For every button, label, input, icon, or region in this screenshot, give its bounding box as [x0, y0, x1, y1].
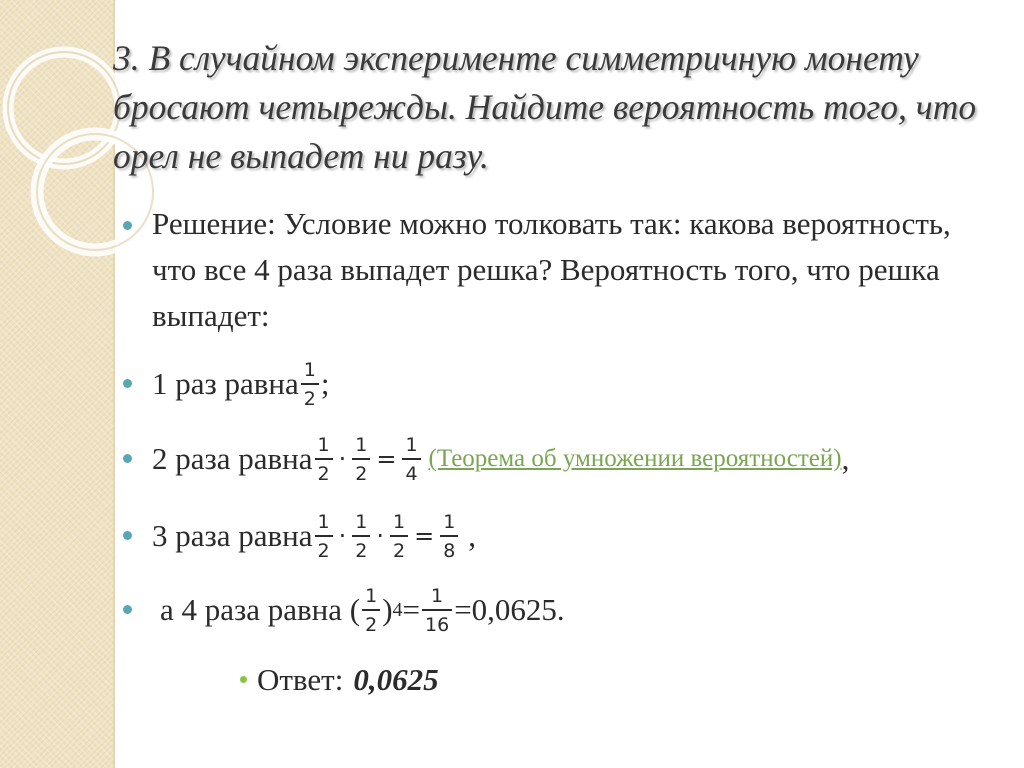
- equals-sign: =: [402, 592, 420, 627]
- line2-tail: ,: [841, 441, 850, 476]
- exponent: 4: [392, 598, 403, 621]
- fraction: [390, 511, 408, 562]
- fraction: [352, 511, 370, 562]
- line2-label: 2 раза равна: [152, 441, 313, 476]
- fraction: [362, 585, 380, 636]
- fraction: [301, 359, 319, 410]
- multiply-dot: ·: [338, 445, 347, 473]
- numerator: 1: [405, 433, 418, 456]
- numerator: 1: [317, 433, 330, 456]
- numerator: 1: [303, 358, 316, 381]
- equals-sign: =: [376, 445, 397, 473]
- line3-label: 3 раза равна: [152, 518, 313, 553]
- denominator: 2: [301, 383, 319, 410]
- answer-line: [257, 648, 439, 712]
- sub-bullet-dot: [240, 676, 247, 683]
- line1-tail: ;: [320, 366, 330, 401]
- denominator: 2: [352, 458, 370, 485]
- denominator: 2: [362, 609, 380, 636]
- theorem-link[interactable]: (Теорема об умножении вероятностей): [428, 445, 842, 472]
- numerator: 1: [355, 433, 368, 456]
- fraction: [315, 434, 333, 485]
- bullet-dot: [123, 605, 132, 614]
- close-paren: ): [382, 592, 393, 627]
- equals-sign: =: [414, 522, 435, 550]
- numerator: 1: [365, 584, 378, 607]
- denominator: 4: [402, 458, 420, 485]
- line-four-tosses: [160, 578, 565, 642]
- multiply-dot: ·: [338, 522, 347, 550]
- fraction: [440, 511, 458, 562]
- multiply-dot: ·: [376, 522, 384, 550]
- fraction: [422, 585, 452, 636]
- bullet-dot: [123, 531, 132, 540]
- answer-label: Ответ:: [257, 662, 344, 697]
- fraction: [315, 511, 333, 562]
- answer-value: 0,0625: [353, 662, 439, 697]
- numerator: 1: [317, 510, 330, 533]
- line4-label: а 4 раза равна (: [160, 592, 361, 627]
- line4-tail: =0,0625.: [454, 592, 565, 627]
- line3-tail: ,: [468, 518, 477, 553]
- bullet-dot: [123, 221, 132, 230]
- problem-title: 3. В случайном эксперименте симметричную монету бросают четырежды. Найдите вероятность того, что орел не выпадет ни разу.: [113, 38, 977, 176]
- fraction: [402, 434, 420, 485]
- denominator: 8: [440, 535, 458, 562]
- line-two-tosses: [152, 427, 849, 491]
- line-three-tosses: [152, 504, 476, 568]
- numerator: 1: [443, 510, 456, 533]
- bullet-dot: [123, 454, 132, 463]
- numerator: 1: [431, 584, 444, 607]
- denominator: 2: [315, 458, 333, 485]
- fraction: [352, 434, 370, 485]
- bullet-dot: [123, 379, 132, 388]
- denominator: 2: [315, 535, 333, 562]
- line1-label: 1 раз равна: [152, 366, 299, 401]
- denominator: 16: [422, 609, 452, 636]
- solution-text: Решение: Условие можно толковать так: какова вероятность, что все 4 раза выпадет решка? Вероятность того, что решка выпадет:: [152, 206, 951, 333]
- denominator: 2: [390, 535, 408, 562]
- denominator: 2: [352, 535, 370, 562]
- numerator: 1: [392, 510, 406, 533]
- numerator: 1: [355, 510, 368, 533]
- line-one-toss: [152, 352, 329, 416]
